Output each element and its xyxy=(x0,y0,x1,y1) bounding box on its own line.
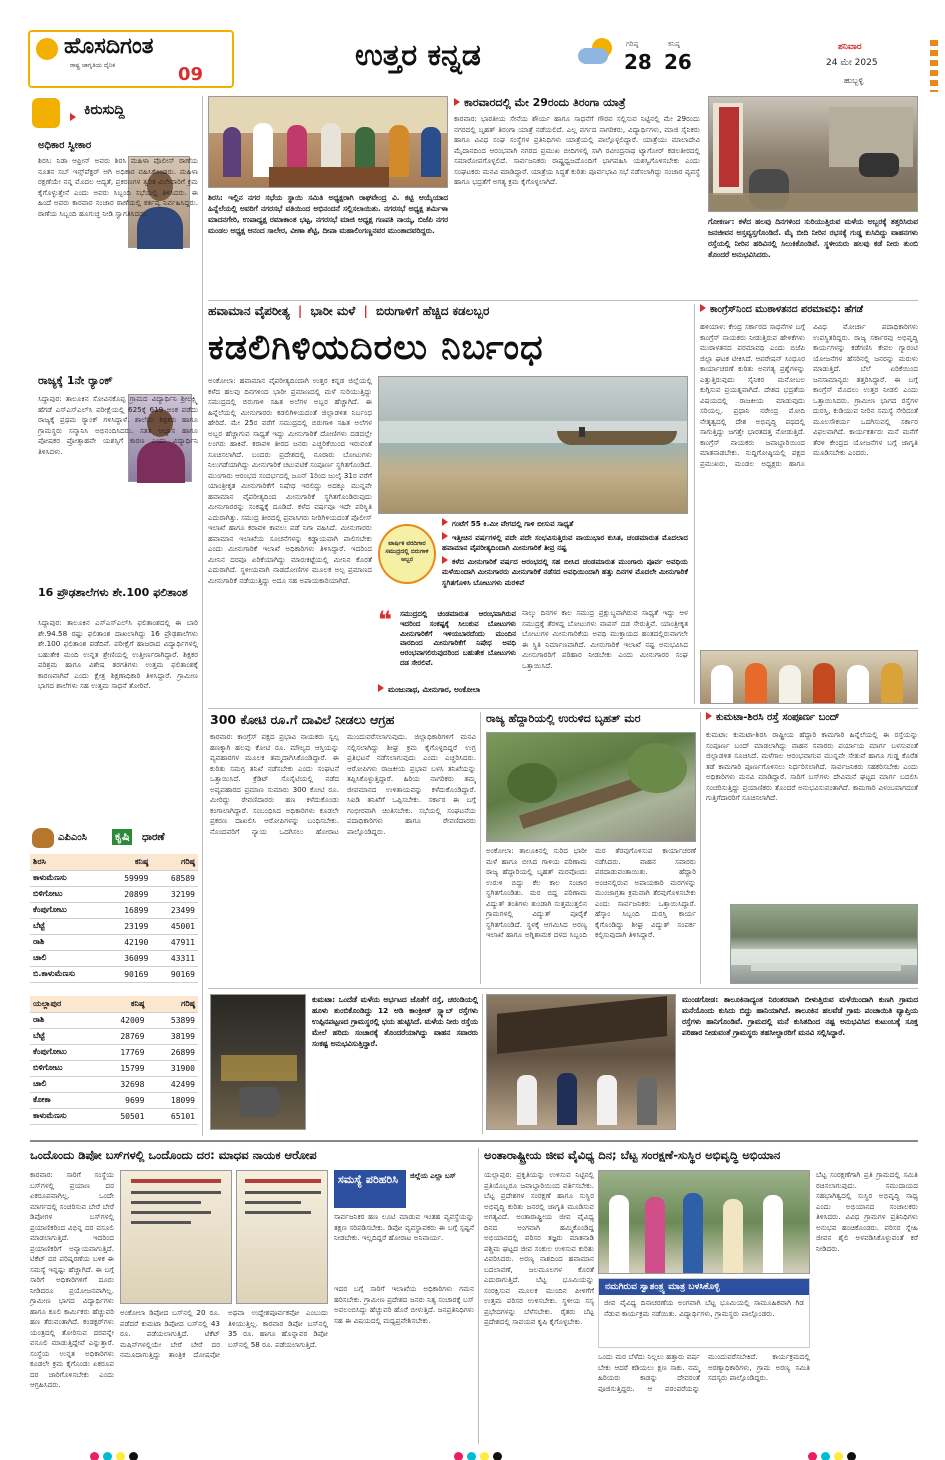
market-title xyxy=(30,826,198,852)
edge-stripe xyxy=(930,40,938,92)
rate-min: 42009 xyxy=(97,1012,148,1028)
rate-row xyxy=(30,1044,198,1060)
briefs-column xyxy=(30,96,198,816)
paper-logo xyxy=(28,30,234,88)
masthead xyxy=(0,0,945,92)
rate-min: 15799 xyxy=(97,1060,148,1076)
rate-item: ಬಿ.ಕಾಳುಮೆಣಸು xyxy=(30,966,105,982)
lead-headline: ಕಡಲಿಗಿಳಿಯದಿರಲು ನಿರ್ಬಂಧ xyxy=(208,328,544,368)
sirsi-place: ಶಿರಸಿ xyxy=(30,854,105,870)
box-subtitle: ಜಿಲ್ಲೆಯ ಎಲ್ಲಾ ಬಸ್ xyxy=(410,1172,456,1180)
rate-min: 28769 xyxy=(97,1028,148,1044)
factbox-bullet-2: ಇತ್ತೀಚಿನ ವರ್ಷಗಳಲ್ಲಿ ಪದೇ ಪದೇ ಸಂಭವಿಸುತ್ತಿರುವ ವಾಯುಭಾರ ಕುಸಿತ, ಚಂಡಮಾರುತ ಮೊದಲಾದ ಹವಾಮಾನ ವೈಪರೀತ್ಯದಿಂದಾಗಿ ಮೀನುಗಾರಿಕೆ ತೀವ್ರ ನಷ್ಟ xyxy=(442,532,688,552)
yellapur-col-min: ಕನಿಷ್ಠ xyxy=(97,996,148,1012)
logo-emblem-icon xyxy=(36,38,58,60)
rate-min: 23199 xyxy=(105,918,152,934)
market-rates xyxy=(30,826,198,1126)
quote-attribution xyxy=(378,684,516,695)
yellapur-rates-table xyxy=(30,996,198,1125)
registration-marks-left xyxy=(88,1446,140,1460)
yellapur-place: ಯಲ್ಲಾಪುರ xyxy=(30,996,97,1012)
rate-item: ಬಿಳಿಗೋಟು xyxy=(30,1060,97,1076)
tree-headline: ರಾಜ್ಯ ಹೆದ್ದಾರಿಯಲ್ಲಿ ಉರುಳಿದ ಬೃಹತ್ ಮರ xyxy=(486,712,641,725)
rate-max: 65101 xyxy=(147,1108,198,1124)
lead-kickers: ಹವಾಮಾನ ವೈಪರೀತ್ಯ | ಭಾರೀ ಮಳೆ | ಬಿರುಗಾಳಿಗೆ ಹೆಚ್ಚಿದ ಕಡಲಬ್ಬರ xyxy=(208,304,490,318)
rate-min: 17769 xyxy=(97,1044,148,1060)
market-title-hl: ಕೃಷಿ xyxy=(112,829,132,845)
kicker-2: ಭಾರೀ ಮಳೆ xyxy=(310,304,356,318)
bus-headline: ಒಂದೊಂದು ಡಿಪೋ ಬಸ್‌ಗಳಲ್ಲಿ ಒಂದೊಂದು ದರ: ಮಾಧವ ನಾಯಕ ಆರೋಪ xyxy=(30,1148,317,1162)
page-number: 09 xyxy=(178,64,204,85)
mundgod-body: ಮುಂಡಗೋಡ: ತಾಲೂಕಿನಾದ್ಯಂತ ನಿರಂತರವಾಗಿ ಬೀಳುತ್ತಿರುವ ಮಳೆಯಿಂದಾಗಿ ಕುಣಗಿ ಗ್ರಾಮದ ಮನೆಯೊಂದು ಕುಸಿದು ಬಿದ್ದು ಹಾನಿಯಾಗಿದೆ. ತಾಲೂಕಿನ ಹಲವೆಡೆ ಗ್ರಾಮ ಪಂಚಾಯಿತಿ ವ್ಯಾಪ್ತಿಯ ರಸ್ತೆಗಳು ಹಾನಿಗೊಂಡಿವೆ. ಗ್ರಾಮದಲ್ಲಿ ಮನೆ ಕುಸಿತದಿಂದ ನಷ್ಟ ಅನುಭವಿಸಿದ ಕುಟುಂಬಕ್ಕೆ ಸೂಕ್ತ ಪರಿಹಾರ ನೀಡುವಂತೆ ಗ್ರಾಮಸ್ಥರು ತಹಸೀಲ್ದಾರರಿಗೆ ಮನವಿ ಸಲ್ಲಿಸಿದ್ದಾರೆ. xyxy=(682,995,918,1037)
biodiversity-body-2: ಒಂದು ಮರ ಬೆಳೆದು ನಿಲ್ಲಲು ಹತ್ತಾರು ವರ್ಷ ಬೇಕು ಆದರೆ ಕಡಿಯಲು ಕ್ಷಣ ಸಾಕು. ನಮ್ಮ ಹಿರಿಯರು ಕಾಡನ್ನು ದೇವರಂತೆ ಪೂಜಿಸುತ್ತಿದ್ದರು. ಆ ಪರಂಪರೆಯನ್ನು ಮುಂದುವರೆಸಬೇಕಿದೆ. ಕಾರ್ಯಕ್ರಮದಲ್ಲಿ ಅರಣ್ಯಾಧಿಕಾರಿಗಳು, ಗ್ರಾಮ ಅರಣ್ಯ ಸಮಿತಿ ಸದಸ್ಯರು ಪಾಲ್ಗೊಂಡಿದ್ದರು. xyxy=(598,1352,810,1393)
max-temp-label: ಗರಿಷ್ಠ xyxy=(626,40,639,48)
registration-marks-center xyxy=(452,1446,504,1460)
rate-row xyxy=(30,1076,198,1092)
date-label: 24 ಮೇ 2025 xyxy=(826,58,878,68)
biodiversity-quote-box xyxy=(598,1278,810,1348)
rate-item: ಚಾಲಿ xyxy=(30,950,105,966)
briefs-title: ಕಿರುಸುದ್ದಿ xyxy=(84,102,125,118)
bus-body-3: ಇದರ ಬಗ್ಗೆ ಸಾರಿಗೆ ಇಲಾಖೆಯ ಅಧಿಕಾರಿಗಳು ಗಮನ ಹರಿಸಬೇಕು. ಗ್ರಾಮೀಣ ಪ್ರದೇಶದ ಜನರು ನಿತ್ಯ ಸಂಚಾರಕ್ಕೆ ಬಸ್ ಅವಲಂಬಿಸಿದ್ದು ಹೆಚ್ಚುವರಿ ಹೊರೆ ಬೀಳುತ್ತಿದೆ. ಜನಪ್ರತಿನಿಧಿಗಳು ಸಹ ಈ ವಿಷಯದಲ್ಲಿ ಮಧ್ಯಪ್ರವೇಶಿಸಬೇಕು. xyxy=(334,1284,474,1325)
sirsi-col-min: ಕನಿಷ್ಠ xyxy=(105,854,152,870)
min-temp-label: ಕನಿಷ್ಠ xyxy=(668,40,680,48)
congress-headline-text: ಕಾಂಗ್ರೆಸ್‌ನಿಂದ ಮುಠಾಳತನದ ಪರಮಾವಧಿ: ಹೆಗಡೆ xyxy=(710,304,864,315)
crore-body: ಕಾರವಾರ: ಕಾಂಗ್ರೆಸ್ ಪಕ್ಷದ ಪ್ರಭಾವಿ ನಾಯಕರು ಸ್ವಲ್ಪ ಹಣಕ್ಕಾಗಿ ಹಲವು ಕೋಟಿ ರೂ. ಮೌಲ್ಯದ ಆಸ್ತಿಯನ್ನು ವ್ಯವಹಾರಗಳ ಮೂಲಕ ತಮ್ಮದಾಗಿಸಿಕೊಂಡಿದ್ದಾರೆ. ಈ ಕುರಿತು ಸಮಗ್ರ ತನಿಖೆ ನಡೆಸಬೇಕು ಎಂದು ಸಂಘಟನೆ ಒತ್ತಾಯಿಸಿದೆ. ಕ್ರೆಡಿಟ್ ಸೊಸೈಟಿಯಲ್ಲಿ ನಡೆದ ಅವ್ಯವಹಾರದ ಪ್ರಮಾಣ ಸುಮಾರು 300 ಕೋಟಿ ರೂ. ಮೀರಿದ್ದು ಠೇವಣಿದಾರರು ಹಣ ಕಳೆದುಕೊಂಡು ಕಂಗಾಲಾಗಿದ್ದಾರೆ. ಸಂಬಂಧಿಸಿದ ಅಧಿಕಾರಿಗಳು ಕೂಡಲೇ ಪ್ರಕರಣ ದಾಖಲಿಸಿ ಆರೋಪಿಗಳನ್ನು ಬಂಧಿಸಬೇಕು. ನೊಂದವರಿಗೆ ನ್ಯಾಯ ಒದಗಿಸಲು ಹೋರಾಟ ಮುಂದುವರೆಸಲಾಗುವುದು. ಜಿಲ್ಲಾಧಿಕಾರಿಗಳಿಗೆ ಮನವಿ ಸಲ್ಲಿಸಲಾಗಿದ್ದು ಶೀಘ್ರ ಕ್ರಮ ಕೈಗೊಳ್ಳದಿದ್ದರೆ ಉಗ್ರ ಪ್ರತಿಭಟನೆ ನಡೆಸಲಾಗುವುದು ಎಂದು ಎಚ್ಚರಿಸಿದರು. ಆರೋಪಿಗಳು ರಾಜಕೀಯ ಪ್ರಭಾವ ಬಳಸಿ ತನಿಖೆಯನ್ನು ತಪ್ಪಿಸಿಕೊಳ್ಳುತ್ತಿದ್ದಾರೆ. ಹಿರಿಯ ನಾಗರಿಕರು ತಮ್ಮ ಜೀವಮಾನದ ಉಳಿತಾಯವನ್ನು ಕಳೆದುಕೊಂಡಿದ್ದಾರೆ. ಸಿಐಡಿ ತನಿಖೆಗೆ ಒಪ್ಪಿಸಬೇಕು. ಸರ್ಕಾರ ಈ ಬಗ್ಗೆ ಗಂಭೀರವಾಗಿ ಚಿಂತಿಸಬೇಕು. ಸಭೆಯಲ್ಲಿ ಸಂಘಟನೆಯ ಪದಾಧಿಕಾರಿಗಳು ಹಾಗೂ ಠೇವಣಿದಾರರು ಪಾಲ್ಗೊಂಡಿದ್ದರು. xyxy=(210,732,476,836)
factbox-badge xyxy=(378,524,436,584)
flood-street-photo xyxy=(708,96,918,212)
biodiversity-body: ಯಲ್ಲಾಪುರ: ಪ್ರಕೃತಿಯನ್ನು ಉಳಿಸುವ ನಿಟ್ಟಿನಲ್ಲಿ ಪ್ರತಿಯೊಬ್ಬರೂ ಜವಾಬ್ದಾರಿಯಿಂದ ವರ್ತಿಸಬೇಕು. ಬೆಟ್ಟ ಪ್ರದೇಶಗಳ ಸಂರಕ್ಷಣೆ ಹಾಗೂ ಸುಸ್ಥಿರ ಅಭಿವೃದ್ಧಿ ಕುರಿತು ಜನರಲ್ಲಿ ಜಾಗೃತಿ ಮೂಡಿಸುವ ಅಗತ್ಯವಿದೆ. ಅಂತಾರಾಷ್ಟ್ರೀಯ ಜೀವ ವೈವಿಧ್ಯ ದಿನದ ಅಂಗವಾಗಿ ಹಮ್ಮಿಕೊಂಡಿದ್ದ ಅಭಿಯಾನದಲ್ಲಿ ಪರಿಸರ ತಜ್ಞರು ಮಾತನಾಡಿ ಪಶ್ಚಿಮ ಘಟ್ಟದ ಜೀವ ಸಂಕುಲ ಉಳಿಸುವ ಕುರಿತು ವಿವರಿಸಿದರು. ಅರಣ್ಯ ನಾಶದಿಂದ ಹವಾಮಾನ ಬದಲಾವಣೆ, ಜಲಮೂಲಗಳ ಕೊರತೆ ಎದುರಾಗುತ್ತಿದೆ. ಬೆಟ್ಟ ಭೂಮಿಯನ್ನು ಸಂರಕ್ಷಿಸುವ ಮೂಲಕ ಮುಂದಿನ ಪೀಳಿಗೆಗೆ ಉತ್ತಮ ಪರಿಸರ ಉಳಿಸಬೇಕು. ಸ್ಥಳೀಯ ಸಸ್ಯ ಪ್ರಭೇದಗಳನ್ನು ಬೆಳೆಸಬೇಕು. ರೈತರು ಬೆಟ್ಟ ಪ್ರದೇಶದಲ್ಲಿ ಸಾವಯವ ಕೃಷಿ ಕೈಗೊಳ್ಳಬೇಕು. xyxy=(484,1170,594,1326)
rate-min: 50501 xyxy=(97,1108,148,1124)
brief-3-headline: 16 ಪ್ರೌಢಶಾಲೆಗಳು ಶೇ.100 ಫಲಿತಾಂಶ xyxy=(38,586,188,599)
lead-factbox xyxy=(378,518,688,604)
paper-tagline: ರಾಷ್ಟ್ರ ಜಾಗೃತಿಯ ದೈನಿಕ xyxy=(70,62,116,69)
meeting-photo xyxy=(208,96,448,188)
kumta-night-road-photo xyxy=(210,994,306,1130)
rate-item: ಕಾಳುಮೆಣಸು xyxy=(30,870,105,886)
rate-max: 18099 xyxy=(147,1092,198,1108)
bus-problem-box xyxy=(334,1170,474,1280)
factbox-badge-text: ವಾರ್ಷಿಕ ವರದಿಗಾರ ಸಮುದ್ರದಲ್ಲಿ ಬಿರುಗಾಳಿ ಅಬ್ಬರ xyxy=(385,540,429,563)
collapsed-house-photo xyxy=(486,994,676,1130)
quote-attribution-text: ಮಂಜುನಾಥ, ಮೀನುಗಾರ, ಅಂಕೋಲಾ xyxy=(388,685,481,694)
factbox-bullet-3: ಕಳೆದ ಮೀನುಗಾರಿಕೆ ವರ್ಷದ ಆರಂಭದಲ್ಲಿ ಸಹ ಬೀಸಿದ ಚಂಡಮಾರುತ ಮುಂಗಾರು ಪೂರ್ವ ಅವಧಿಯ ಮಳೆಯಿಂದಾಗಿ ಮೀನುಗಾರರು ಮೀನುಗಾರಿಕೆ ನಡೆಸದ ಅವಧಿಯಿಂದಾಗಿ ಹತ್ತು ದಿನಗಳ ಮೊದಲೇ ಮೀನುಗಾರಿಕೆ ಸ್ಥಗಿತಗೊಳಿಸಿ ಬೋಟುಗಳು ಮರಳಿವೆ xyxy=(442,556,688,587)
rate-item: ಕೆಂಪುಗೋಟು xyxy=(30,902,105,918)
rate-row xyxy=(30,902,198,918)
sirsi-col-max: ಗರಿಷ್ಠ xyxy=(151,854,198,870)
lead-body-2: ನಾಲ್ಕು ದಿನಗಳ ಕಾಲ ಸಮುದ್ರ ಪ್ರಕ್ಷುಬ್ಧವಾಗಿರುವ ಸಾಧ್ಯತೆ ಇದ್ದು ಆಳ ಸಮುದ್ರಕ್ಕೆ ತೆರಳಿದ್ದ ಬೋಟುಗಳು ವಾಪಸ್ ದಡ ಸೇರುತ್ತಿವೆ. ಯಾಂತ್ರೀಕೃತ ಬೋಟುಗಳ ಮೀನುಗಾರಿಕೆಯ ಅವಧಿ ಮುಕ್ತಾಯದ ಹಂತದಲ್ಲಿರುವಾಗಲೇ ಈ ಸ್ಥಿತಿ ನಿರ್ಮಾಣವಾಗಿದೆ. ಮೀನುಗಾರಿಕೆ ಇಲಾಖೆ ನಷ್ಟ ಅನುಭವಿಸಿದ ಮೀನುಗಾರರಿಗೆ ಪರಿಹಾರ ನೀಡಬೇಕು ಎಂದು ಮೀನುಗಾರರ ಸಂಘ ಒತ್ತಾಯಿಸಿದೆ. xyxy=(522,608,688,670)
yellapur-col-max: ಗರಿಷ್ಠ xyxy=(147,996,198,1012)
min-temp: 26 xyxy=(664,50,692,74)
brief-2-body: ಸಿದ್ದಾಪುರ: ತಾಲೂಕಿನ ಸೋವಿನಕೊಪ್ಪ ಗ್ರಾಮದ ವಿದ್ಯಾರ್ಥಿನಿ ಶ್ರೀಲಕ್ಷ್ಮಿ ಹೆಗಡೆ ಎಸ್‌ಎಸ್‌ಎಲ್‌ಸಿ ಪರೀಕ್ಷೆಯಲ್ಲಿ 625ಕ್ಕೆ 619 ಅಂಕ ಪಡೆದು ರಾಜ್ಯಕ್ಕೆ ಪ್ರಥಮ ರ‍್ಯಾಂಕ್ ಗಳಿಸಿದ್ದಾಳೆ. ಶಾಲೆಯ ಶಿಕ್ಷಕರು ಹಾಗೂ ಗ್ರಾಮಸ್ಥರು ಸನ್ಮಾನಿಸಿ ಅಭಿನಂದಿಸಿದರು. ಸತತ ಅಭ್ಯಾಸ ಹಾಗೂ ಪೋಷಕರ ಪ್ರೋತ್ಸಾಹವೇ ಯಶಸ್ಸಿಗೆ ಕಾರಣ ಎಂದು ವಿದ್ಯಾರ್ಥಿನಿ ತಿಳಿಸಿದಳು. xyxy=(38,394,198,456)
day-label: ಶನಿವಾರ xyxy=(838,42,862,52)
column-divider xyxy=(202,96,203,1136)
rate-item: ರಾಶಿ xyxy=(30,1012,97,1028)
flood-caption: ಗೋಕರ್ಣ: ಕಳೆದ ಹಲವು ದಿನಗಳಿಂದ ಸುರಿಯುತ್ತಿರುವ ಮಳೆಯ ಅಬ್ಬರಕ್ಕೆ ತತ್ತರಿಸಿರುವ ಜನಜೀವನ ಅಸ್ತವ್ಯಸ್ತಗೊಂಡಿದೆ. ಮೈ ಬೀದಿ ನೀರಿನ ರಭಸಕ್ಕೆ ಗುಡ್ಡ ಕುಸಿದಿದ್ದು ವಾಹನಗಳು ರಸ್ತೆಯಲ್ಲಿ ನೀರಿನ ಹರಿವಿನಲ್ಲಿ ಸಿಲುಕಿಕೊಂಡಿವೆ. ಸ್ಥಳೀಯರು ಹಲವು ಕಡೆ ನೀರು ತುಂಬಿ ತೊಂದರೆ ಅನುಭವಿಸಿದರು. xyxy=(708,217,918,259)
lead-quote-box xyxy=(378,608,516,710)
rate-item: ಕೋಕಾ xyxy=(30,1092,97,1108)
road-headline xyxy=(706,712,918,723)
rate-min: 9699 xyxy=(97,1092,148,1108)
rate-min: 32698 xyxy=(97,1076,148,1092)
kumta-body: ಕುಮಟಾ: ಒಂದೆಡೆ ಮಳೆಯ ಅರ್ಭಟದ ಜೊತೆಗೆ ರಸ್ತೆ, ಚರಂಡಿಯಲ್ಲಿ ಹೂಳು ತುಂಬಿಕೊಂಡಿದ್ದು 12 ಅಡಿ ಕಾಂಕ್ರೀಟ್ ಸ್ಲ್ಯಾಬ್ ರಸ್ತೆಗಳು ಉಪ್ಪಿನಪಟ್ಟಣದ ಗ್ರಾಮಸ್ಥರಲ್ಲಿ ಭಯ ಹುಟ್ಟಿಸಿದೆ. ಮಳೆಯ ನೀರು ರಸ್ತೆಯ ಮೇಲೆ ಹರಿದು ಸಂಚಾರಕ್ಕೆ ತೊಂದರೆಯಾಗಿದ್ದು ವಾಹನ ಸವಾರರು ಸಂಕಷ್ಟ ಅನುಭವಿಸುತ್ತಿದ್ದಾರೆ. xyxy=(312,995,478,1048)
meeting-caption: ಶಿರಸಿ: ಇಲ್ಲಿನ ನಗರ ಸಭೆಯ ಸ್ಥಾಯಿ ಸಮಿತಿ ಅಧ್ಯಕ್ಷರಾಗಿ ರಾಘವೇಂದ್ರ ವಿ. ಕಟ್ಟಿ ಆಯ್ಕೆಯಾದ ಹಿನ್ನೆಲೆಯಲ್ಲಿ ಅವರಿಗೆ ನಗರಸಭೆ ವತಿಯಿಂದ ಅಭಿನಂದನೆ ಸಲ್ಲಿಸಲಾಯಿತು. ನಗರಸಭೆ ಅಧ್ಯಕ್ಷ ಶರ್ಮಿಳಾ ಮಾದನಗೇರಿ, ಉಪಾಧ್ಯಕ್ಷ ರಮಾಕಾಂತ ಭಟ್ಟ, ನಗರಸಭೆ ಮಾಜಿ ಅಧ್ಯಕ್ಷ ಗಣಪತಿ ನಾಯ್ಕ, ಬಿಜೆಪಿ ನಗರ ಮಂಡಲ ಅಧ್ಯಕ್ಷ ಆನಂದ ಸಾಲೇರ, ವೀಣಾ ಶೆಟ್ಟಿ, ದೀಪಾ ಮಹಾಲಿಂಗಣ್ಣನವರ ಮುಂತಾದವರಿದ್ದರು. xyxy=(208,193,448,235)
rate-max: 31900 xyxy=(147,1060,198,1076)
rate-item: ಬೆಟ್ಟೆ xyxy=(30,918,105,934)
rate-max: 90169 xyxy=(151,966,198,982)
paper-name: ಹೊಸದಿಗಂತ xyxy=(64,34,154,59)
rate-item: ಬಿಳಿಗೋಟು xyxy=(30,886,105,902)
rate-max: 42499 xyxy=(147,1076,198,1092)
biodiversity-headline: ಅಂತಾರಾಷ್ಟ್ರೀಯ ಜೀವ ವೈವಿಧ್ಯ ದಿನ; ಬೆಟ್ಟ ಸಂರಕ್ಷಣೆ-ಸುಸ್ಥಿರ ಅಭಿವೃದ್ಧಿ ಅಭಿಯಾನ xyxy=(484,1148,781,1162)
tiranga-headline xyxy=(454,96,700,110)
brief-2-headline: ರಾಜ್ಯಕ್ಕೆ 1ನೇ ರ‍್ಯಾಂಕ್ xyxy=(38,374,113,387)
rate-min: 42190 xyxy=(105,934,152,950)
weather-icon xyxy=(578,36,616,68)
rate-min: 16899 xyxy=(105,902,152,918)
factbox-bullet-1: ಗಂಟೆಗೆ 55 ಕಿ.ಮೀ ವೇಗದಲ್ಲಿ ಗಾಳಿ ಬೀಸುವ ಸಾಧ್ಯತೆ xyxy=(442,518,688,530)
briefs-header xyxy=(30,96,198,130)
rate-min: 59999 xyxy=(105,870,152,886)
rate-max: 47911 xyxy=(151,934,198,950)
quote-banner-body: ಜೀವ ವೈವಿಧ್ಯ ದಿನಾಚರಣೆಯ ಅಂಗವಾಗಿ ಬೆಟ್ಟ ಭೂಮಿಯಲ್ಲಿ ಸಾಮೂಹಿಕವಾಗಿ ಗಿಡ ನೆಡುವ ಕಾರ್ಯಕ್ರಮ ನಡೆಯಿತು. ವಿದ್ಯಾರ್ಥಿಗಳು, ಗ್ರಾಮಸ್ಥರು ಪಾಲ್ಗೊಂಡರು. xyxy=(604,1298,804,1318)
bus-body-2: ಅಂಕೋಲಾ ಡಿಪೋದ ಬಸ್‌ನಲ್ಲಿ 20 ರೂ. ಪಡೆದರೆ ಕುಮಟಾ ಡಿಪೋದ ಬಸ್‌ನಲ್ಲಿ 43 ರೂ. ಪಡೆಯಲಾಗುತ್ತಿದೆ. ಟಿಕೆಟ್ ಮಷಿನ್‌ಗಳಲ್ಲಿಯೇ ಬೇರೆ ಬೇರೆ ದರ ನಮೂದಾಗುತ್ತಿದ್ದು ತಾಂತ್ರಿಕ ದೋಷವೋ ಅಥವಾ ಉದ್ದೇಶಪೂರ್ವಕವೋ ಎಂಬುದು ತಿಳಿಯುತ್ತಿಲ್ಲ. ಕಾರವಾರ ಡಿಪೋ ಬಸ್‌ನಲ್ಲಿ 35 ರೂ. ಹಾಗೂ ಹೊನ್ನಾವರ ಡಿಪೋ ಬಸ್‌ನಲ್ಲಿ 58 ರೂ. ಪಡೆಯಲಾಗುತ್ತಿದೆ. xyxy=(120,1308,328,1359)
rate-item: ಚಾಲಿ xyxy=(30,1076,97,1092)
sapling-event-photo xyxy=(598,1170,810,1274)
rate-row xyxy=(30,1028,198,1044)
rate-max: 45001 xyxy=(151,918,198,934)
rate-max: 32199 xyxy=(151,886,198,902)
rate-row xyxy=(30,1108,198,1124)
city-label: ಹುಬ್ಬಳ್ಳಿ xyxy=(844,76,864,85)
rate-item: ಕಾಳುಮೆಣಸು xyxy=(30,1108,97,1124)
market-title-post: ಧಾರಣೆ xyxy=(142,832,165,843)
congress-photo xyxy=(700,650,918,704)
box-body: ಸಾರ್ವಜನಿಕರ ಹಣ ಲೂಟಿ ಮಾಡುವ ಇಂತಹ ವ್ಯವಸ್ಥೆಯನ್ನು ತಕ್ಷಣ ಸರಿಪಡಿಸಬೇಕು. ಡಿಪೋ ವ್ಯವಸ್ಥಾಪಕರು ಈ ಬಗ್ಗೆ ಸ್ಪಷ್ಟನೆ ನೀಡಬೇಕು. ಇಲ್ಲದಿದ್ದರೆ ಹೋರಾಟ ಅನಿವಾರ್ಯ. xyxy=(334,1212,474,1242)
rate-item: ಕೆಂಪುಗೋಟು xyxy=(30,1044,97,1060)
rate-max: 38199 xyxy=(147,1028,198,1044)
quote-banner: ನಮಗಿರುವ ಸ್ವಾತಂತ್ರ್ಯ ಮಾತ್ರ ಬಳಸಿಕೊಳ್ಳಿ xyxy=(599,1279,809,1295)
rate-row xyxy=(30,918,198,934)
tiranga-headline-text: ಕಾರವಾರದಲ್ಲಿ ಮೇ 29ರಂದು ತಿರಂಗಾ ಯಾತ್ರೆ xyxy=(464,96,626,109)
bus-ticket-photo-1 xyxy=(120,1170,232,1304)
rate-max: 26899 xyxy=(147,1044,198,1060)
biodiversity-body-3: ಬೆಟ್ಟ ಸಂರಕ್ಷಣೆಗಾಗಿ ಪ್ರತಿ ಗ್ರಾಮದಲ್ಲಿ ಸಮಿತಿ ರಚಿಸಲಾಗುವುದು. ಸಮುದಾಯದ ಸಹಭಾಗಿತ್ವದಲ್ಲಿ ಸುಸ್ಥಿರ ಅಭಿವೃದ್ಧಿ ಸಾಧ್ಯ ಎಂದು ಅಭಿಯಾನದ ಸಂಚಾಲಕರು ತಿಳಿಸಿದರು. ವಿವಿಧ ಗ್ರಾಮಗಳ ಪ್ರತಿನಿಧಿಗಳು ಅನುಭವ ಹಂಚಿಕೊಂಡರು. ಪರಿಸರ ಸ್ನೇಹಿ ಜೀವನ ಶೈಲಿ ಅಳವಡಿಸಿಕೊಳ್ಳುವಂತೆ ಕರೆ ನೀಡಿದರು. xyxy=(816,1170,918,1253)
fallen-tree-photo xyxy=(486,732,696,842)
rate-row xyxy=(30,1092,198,1108)
rate-item: ಬೆಟ್ಟೆ xyxy=(30,1028,97,1044)
sirsi-rates-table xyxy=(30,854,198,983)
sea-shore-photo xyxy=(378,376,688,514)
congress-body: ಹಳಿಯಾಳ: ಕೇಂದ್ರ ಸರ್ಕಾರದ ಸಾಧನೆಗಳ ಬಗ್ಗೆ ಕಾಂಗ್ರೆಸ್ ನಾಯಕರು ನೀಡುತ್ತಿರುವ ಹೇಳಿಕೆಗಳು ಮುಠಾಳತನದ ಪರಮಾವಧಿ ಎಂದು ಬಿಜೆಪಿ ಜಿಲ್ಲಾ ಘಟಕ ಟೀಕಿಸಿದೆ. ಆಪರೇಷನ್ ಸಿಂಧೂರ ಕಾರ್ಯಾಚರಣೆ ಕುರಿತು ಅನಗತ್ಯ ಪ್ರಶ್ನೆಗಳನ್ನು ಎತ್ತುತ್ತಿರುವುದು ಸೈನಿಕರ ಮನೋಬಲ ಕುಗ್ಗಿಸುವ ಪ್ರಯತ್ನವಾಗಿದೆ. ದೇಶದ ಭದ್ರತೆಯ ವಿಷಯದಲ್ಲಿ ರಾಜಕೀಯ ಮಾಡುವುದು ಸರಿಯಲ್ಲ. ಪ್ರಧಾನಿ ನರೇಂದ್ರ ಮೋದಿ ನೇತೃತ್ವದಲ್ಲಿ ದೇಶ ಅಭಿವೃದ್ಧಿ ಪಥದಲ್ಲಿ ಸಾಗುತ್ತಿದ್ದು ಜಗತ್ತೇ ಭಾರತದತ್ತ ನೋಡುತ್ತಿದೆ. ಕಾಂಗ್ರೆಸ್ ನಾಯಕರು ಜವಾಬ್ದಾರಿಯಿಂದ ಮಾತನಾಡಬೇಕು. ಸುದ್ದಿಗೋಷ್ಠಿಯಲ್ಲಿ ಪಕ್ಷದ ಪ್ರಮುಖರು, ಮಂಡಲ ಅಧ್ಯಕ್ಷರು ಹಾಗೂ ವಿವಿಧ ಮೋರ್ಚಾ ಪದಾಧಿಕಾರಿಗಳು ಉಪಸ್ಥಿತರಿದ್ದರು. ರಾಜ್ಯ ಸರ್ಕಾರವು ಅಭಿವೃದ್ಧಿ ಕಾರ್ಯಗಳನ್ನು ಕಡೆಗಣಿಸಿ ಕೇವಲ ಗ್ಯಾರಂಟಿ ಯೋಜನೆಗಳ ಹೆಸರಿನಲ್ಲಿ ಜನರನ್ನು ಮರುಳು ಮಾಡುತ್ತಿದೆ. ಬೆಲೆ ಏರಿಕೆಯಿಂದ ಜನಸಾಮಾನ್ಯರು ತತ್ತರಿಸಿದ್ದಾರೆ. ಈ ಬಗ್ಗೆ ಕಾಂಗ್ರೆಸ್ ಮೊದಲು ಉತ್ತರ ನೀಡಲಿ ಎಂದು ಒತ್ತಾಯಿಸಿದರು. ಗ್ರಾಮೀಣ ಭಾಗದ ರಸ್ತೆಗಳ ದುರಸ್ತಿ, ಕುಡಿಯುವ ನೀರಿನ ಸಮಸ್ಯೆ ಸೇರಿದಂತೆ ಮೂಲಸೌಕರ್ಯ ಒದಗಿಸುವಲ್ಲಿ ಸರ್ಕಾರ ವಿಫಲವಾಗಿದೆ. ಕಾರ್ಯಕರ್ತರು ಮನೆ ಮನೆಗೆ ತೆರಳಿ ಕೇಂದ್ರದ ಯೋಜನೆಗಳ ಬಗ್ಗೆ ಜಾಗೃತಿ ಮೂಡಿಸಬೇಕು ಎಂದರು. xyxy=(700,322,918,468)
tiranga-body: ಕಾರವಾರ: ಭಾರತೀಯ ಸೇನೆಯ ಶೌರ್ಯ ಹಾಗೂ ಸಾಧನೆಗೆ ಗೌರವ ಸಲ್ಲಿಸುವ ನಿಟ್ಟಿನಲ್ಲಿ ಮೇ 29ರಂದು ನಗರದಲ್ಲಿ ಬೃಹತ್ ತಿರಂಗಾ ಯಾತ್ರೆ ನಡೆಯಲಿದೆ. ಎಲ್ಲ ವರ್ಗದ ನಾಗರಿಕರು, ವಿದ್ಯಾರ್ಥಿಗಳು, ಮಾಜಿ ಸೈನಿಕರು ಹಾಗೂ ವಿವಿಧ ಸಂಘ ಸಂಸ್ಥೆಗಳ ಪ್ರತಿನಿಧಿಗಳು ಯಾತ್ರೆಯಲ್ಲಿ ಪಾಲ್ಗೊಳ್ಳಲಿದ್ದಾರೆ. ಯಾತ್ರೆಯು ಮಾಲಾದೇವಿ ಮೈದಾನದಿಂದ ಆರಂಭವಾಗಿ ನಗರದ ಪ್ರಮುಖ ಬೀದಿಗಳಲ್ಲಿ ಸಾಗಿ ರವೀಂದ್ರನಾಥ ಟ್ಯಾಗೋರ್ ಕಡಲತೀರದಲ್ಲಿ ಸಮಾರೋಪಗೊಳ್ಳಲಿದೆ. ಸಾರ್ವಜನಿಕರು ರಾಷ್ಟ್ರಧ್ವಜದೊಂದಿಗೆ ಭಾಗವಹಿಸಿ ಯಶಸ್ವಿಗೊಳಿಸಬೇಕು ಎಂದು ಸಂಘಟಕರು ಮನವಿ ಮಾಡಿದ್ದಾರೆ. ಯಾತ್ರೆಯ ಸಿದ್ಧತೆ ಕುರಿತು ಪೂರ್ವಭಾವಿ ಸಭೆ ನಡೆಸಲಾಗಿದ್ದು ಸಂಚಾರ ವ್ಯವಸ್ಥೆ ಹಾಗೂ ಭದ್ರತೆಗೆ ಅಗತ್ಯ ಕ್ರಮ ಕೈಗೊಳ್ಳಲಾಗಿದೆ. xyxy=(454,114,700,186)
brief-1-headline: ಅಧಿಕಾರ ಸ್ವೀಕಾರ xyxy=(38,140,92,151)
rate-row xyxy=(30,950,198,966)
crore-headline: 300 ಕೋಟಿ ರೂ.ಗೆ ದಾವಿಲೆ ನೀಡಲು ಆಗ್ರಹ xyxy=(210,712,395,727)
rate-max: 68589 xyxy=(151,870,198,886)
kicker-1: ಹವಾಮಾನ ವೈಪರೀತ್ಯ xyxy=(208,304,290,318)
rate-row xyxy=(30,886,198,902)
road-headline-text: ಕುಮಟಾ-ಶಿರಸಿ ರಸ್ತೆ ಸಂಪೂರ್ಣ ಬಂದ್ xyxy=(716,712,840,723)
brief-3-body: ಸಿದ್ದಾಪುರ: ತಾಲೂಕಿನ ಎಸ್‌ಎಸ್‌ಎಲ್‌ಸಿ ಫಲಿತಾಂಶದಲ್ಲಿ ಈ ಬಾರಿ ಶೇ.94.58 ರಷ್ಟು ಫಲಿತಾಂಶ ದಾಖಲಾಗಿದ್ದು 16 ಪ್ರೌಢಶಾಲೆಗಳು ಶೇ.100 ಫಲಿತಾಂಶ ಪಡೆದಿವೆ. ಪರೀಕ್ಷೆಗೆ ಹಾಜರಾದ ವಿದ್ಯಾರ್ಥಿಗಳಲ್ಲಿ ಬಹುತೇಕ ಮಂದಿ ಉನ್ನತ ಶ್ರೇಣಿಯಲ್ಲಿ ಉತ್ತೀರ್ಣರಾಗಿದ್ದಾರೆ. ಶಿಕ್ಷಕರ ಪರಿಶ್ರಮ ಹಾಗೂ ವಿಶೇಷ ತರಗತಿಗಳು ಉತ್ತಮ ಫಲಿತಾಂಶಕ್ಕೆ ಕಾರಣವಾಗಿವೆ ಎಂದು ಕ್ಷೇತ್ರ ಶಿಕ್ಷಣಾಧಿಕಾರಿ ತಿಳಿಸಿದ್ದಾರೆ. ಗ್ರಾಮೀಣ ಭಾಗದ ಶಾಲೆಗಳು ಸಹ ಉತ್ತಮ ಸಾಧನೆ ತೋರಿವೆ. xyxy=(38,618,198,690)
sack-icon xyxy=(32,828,54,848)
rate-max: 23499 xyxy=(151,902,198,918)
quote-text: ಸಮುದ್ರದಲ್ಲಿ ಚಂಡಮಾರುತ ಆರಂಭವಾಗಿರುವ ಇದರಿಂದ ಸಂಕಷ್ಟಕ್ಕೆ ಸಿಲುಕುವ ಬೋಟುಗಳು ಮೀನುಗಾರಿಕೆಗೆ ಇಳಿಯಬಾರದೆಂದು ಮುಂದಿನ ವಾರದಿಂದ ಮೀನುಗಾರಿಕೆಗೆ ನಿಷೇಧ ಅವಧಿ ಆರಂಭವಾಗಲಿರುವುದರಿಂದ ಬಹುತೇಕ ಬೋಟುಗಳು ದಡ ಸೇರಲಿವೆ. xyxy=(400,610,516,667)
rate-row xyxy=(30,870,198,886)
rate-min: 36099 xyxy=(105,950,152,966)
box-title: ಸಮಸ್ಯೆ ಪರಿಹರಿಸಿ xyxy=(334,1170,406,1208)
bus-ticket-photo-2 xyxy=(236,1170,328,1304)
road-body: ಕುಮಟಾ: ಕುಮಟಾ-ಶಿರಸಿ ರಾಷ್ಟ್ರೀಯ ಹೆದ್ದಾರಿ ಕಾಮಗಾರಿ ಹಿನ್ನೆಲೆಯಲ್ಲಿ ಈ ರಸ್ತೆಯನ್ನು ಸಂಪೂರ್ಣ ಬಂದ್ ಮಾಡಲಾಗಿದ್ದು ವಾಹನ ಸವಾರರು ಪರ್ಯಾಯ ಮಾರ್ಗ ಬಳಸುವಂತೆ ಜಿಲ್ಲಾಡಳಿತ ಸೂಚಿಸಿದೆ. ಮಳೆಗಾಲ ಆರಂಭವಾಗುವ ಮುನ್ನವೇ ಸೇತುವೆ ಹಾಗೂ ಗುಡ್ಡ ಕೊರೆತ ತಡೆ ಕಾಮಗಾರಿ ಪೂರ್ಣಗೊಳಿಸಲು ನಿರ್ಧರಿಸಲಾಗಿದೆ. ಸಾರ್ವಜನಿಕರು ಸಹಕರಿಸಬೇಕು ಎಂದು ಅಧಿಕಾರಿಗಳು ಮನವಿ ಮಾಡಿದ್ದಾರೆ. ಸಾರಿಗೆ ಬಸ್‌ಗಳು ದೇವಿಮನೆ ಘಟ್ಟದ ಮಾರ್ಗ ಬದಲಿಸಿ ಸಂಚರಿಸುತ್ತಿದ್ದು ಪ್ರಯಾಣಿಕರು ತೊಂದರೆ ಅನುಭವಿಸುವಂತಾಗಿದೆ. ಕಾಮಗಾರಿ ವಿಳಂಬವಾಗದಂತೆ ಗುತ್ತಿಗೆದಾರರಿಗೆ ಸೂಚಿಸಲಾಗಿದೆ. xyxy=(706,730,918,802)
rate-row xyxy=(30,966,198,982)
rate-max: 43311 xyxy=(151,950,198,966)
tree-body: ಅಂಕೋಲಾ: ತಾಲೂಕಿನಲ್ಲಿ ಸುರಿದ ಭಾರೀ ಮಳೆ ಹಾಗೂ ಬೀಸಿದ ಗಾಳಿಯ ಪರಿಣಾಮ ರಾಜ್ಯ ಹೆದ್ದಾರಿಯಲ್ಲಿ ಬೃಹತ್ ಮರವೊಂದು ಉರುಳಿ ಬಿದ್ದು ಕೆಲ ಕಾಲ ಸಂಚಾರ ಸ್ಥಗಿತಗೊಂಡಿತು. ಮರ ಬಿದ್ದ ಪರಿಣಾಮ ವಿದ್ಯುತ್ ತಂತಿಗಳು ತುಂಡಾಗಿ ಸುತ್ತಮುತ್ತಲಿನ ಗ್ರಾಮಗಳಲ್ಲಿ ವಿದ್ಯುತ್ ಪೂರೈಕೆ ಸ್ಥಗಿತಗೊಂಡಿದೆ. ಸ್ಥಳಕ್ಕೆ ಆಗಮಿಸಿದ ಅರಣ್ಯ ಇಲಾಖೆ ಹಾಗೂ ಅಗ್ನಿಶಾಮಕ ದಳದ ಸಿಬ್ಬಂದಿ ಮರ ತೆರವುಗೊಳಿಸುವ ಕಾರ್ಯಾಚರಣೆ ನಡೆಸಿದರು. ವಾಹನ ಸವಾರರು ಪರದಾಡುವಂತಾಯಿತು. ಹೆದ್ದಾರಿ ಅಂಚಿನಲ್ಲಿರುವ ಅಪಾಯಕಾರಿ ಮರಗಳನ್ನು ಮುಂಜಾಗ್ರತಾ ಕ್ರಮವಾಗಿ ತೆರವುಗೊಳಿಸಬೇಕು ಎಂದು ಸಾರ್ವಜನಿಕರು ಒತ್ತಾಯಿಸಿದ್ದಾರೆ. ಹೆಸ್ಕಾಂ ಸಿಬ್ಬಂದಿ ದುರಸ್ತಿ ಕಾರ್ಯ ಕೈಗೊಂಡಿದ್ದು ಶೀಘ್ರ ವಿದ್ಯುತ್ ಸಂಪರ್ಕ ಕಲ್ಪಿಸುವುದಾಗಿ ತಿಳಿಸಿದ್ದಾರೆ. xyxy=(486,846,696,939)
lead-body: ಅಂಕೋಲಾ: ಹವಾಮಾನ ವೈಪರೀತ್ಯದಿಂದಾಗಿ ಉತ್ತರ ಕನ್ನಡ ಜಿಲ್ಲೆಯಲ್ಲಿ ಕಳೆದ ಹಲವು ದಿನಗಳಿಂದ ಭಾರೀ ಪ್ರಮಾಣದಲ್ಲಿ ಮಳೆ ಸುರಿಯುತ್ತಿದ್ದು ಸಮುದ್ರದಲ್ಲಿ ಬಿರುಗಾಳಿ ಸಹಿತ ಅಲೆಗಳ ಅಬ್ಬರ ಹೆಚ್ಚಾಗಿದೆ. ಈ ಹಿನ್ನೆಲೆಯಲ್ಲಿ ಮೀನುಗಾರರು ಕಡಲಿಗಿಳಿಯದಂತೆ ಜಿಲ್ಲಾಡಳಿತ ನಿರ್ಬಂಧ ಹೇರಿದೆ. ಮೇ 25ರ ವರೆಗೆ ಸಮುದ್ರದಲ್ಲಿ ಬಿರುಗಾಳಿ ಸಹಿತ ಅಲೆಗಳ ಅಬ್ಬರ ಹೆಚ್ಚಾಗುವ ಸಾಧ್ಯತೆ ಇದ್ದು ಮೀನುಗಾರಿಕೆ ದೋಣಿಗಳು ದಡದಲ್ಲೇ ಲಂಗರು ಹಾಕಿವೆ. ಕರಾವಳಿ ತೀರದ ಜನರು ಎಚ್ಚರಿಕೆಯಿಂದ ಇರುವಂತೆ ಸೂಚಿಸಲಾಗಿದೆ. ಬಂದರು ಪ್ರದೇಶದಲ್ಲಿ ನೂರಾರು ಬೋಟುಗಳು ನಿಲುಗಡೆಯಾಗಿದ್ದು ಮೀನುಗಾರಿಕೆ ಚಟುವಟಿಕೆ ಸಂಪೂರ್ಣ ಸ್ಥಗಿತಗೊಂಡಿದೆ. ಮುಂಗಾರು ಆರಂಭದ ಸಂದರ್ಭದಲ್ಲಿ ಜೂನ್ 1ರಿಂದ ಜುಲೈ 31ರ ವರೆಗೆ ಯಾಂತ್ರೀಕೃತ ಮೀನುಗಾರಿಕೆಗೆ ನಿಷೇಧ ಇರಲಿದ್ದು ಅದಕ್ಕೂ ಮುನ್ನವೇ ಹವಾಮಾನ ವೈಪರೀತ್ಯದಿಂದ ಮೀನುಗಾರಿಕೆ ಸ್ಥಗಿತಗೊಂಡಿರುವುದು ಮೀನುಗಾರರನ್ನು ಸಂಕಷ್ಟಕ್ಕೆ ದೂಡಿದೆ. ಕಳೆದ ವರ್ಷವೂ ಇದೇ ಪರಿಸ್ಥಿತಿ ಎದುರಾಗಿತ್ತು. ಸಮುದ್ರ ತೀರದಲ್ಲಿ ಪ್ರವಾಸಿಗರು ನೀರಿಗಿಳಿಯದಂತೆ ಪೊಲೀಸ್ ಇಲಾಖೆ ಹಾಗೂ ಕರಾವಳಿ ಕಾವಲು ಪಡೆ ನಿಗಾ ವಹಿಸಿದೆ. ಮೀನುಗಾರರು ಹವಾಮಾನ ಇಲಾಖೆಯ ಸೂಚನೆಗಳನ್ನು ಕಡ್ಡಾಯವಾಗಿ ಪಾಲಿಸಬೇಕು ಎಂದು ಮೀನುಗಾರಿಕೆ ಇಲಾಖೆ ಅಧಿಕಾರಿಗಳು ತಿಳಿಸಿದ್ದಾರೆ. ಇದರಿಂದ ಮೀನಿನ ದರವೂ ಏರಿಕೆಯಾಗಿದ್ದು ಮಾರುಕಟ್ಟೆಯಲ್ಲಿ ಮೀನಿನ ಕೊರತೆ ಎದುರಾಗಿದೆ. ಸ್ಥಳೀಯವಾಗಿ ನಾಡದೋಣಿಗಳ ಮೂಲಕ ಅಲ್ಪ ಪ್ರಮಾಣದ ಮೀನುಗಾರಿಕೆ ನಡೆಯುತ್ತಿದ್ದು ಅದೂ ಸಹ ಅಪಾಯಕಾರಿಯಾಗಿದೆ. xyxy=(208,376,372,585)
market-title-pre: ಎಪಿಎಂಸಿ xyxy=(58,832,87,843)
congress-headline xyxy=(700,304,918,315)
rate-row xyxy=(30,934,198,950)
rate-min: 90169 xyxy=(105,966,152,982)
bus-body: ಕಾರವಾರ: ಸಾರಿಗೆ ಸಂಸ್ಥೆಯ ಬಸ್‌ಗಳಲ್ಲಿ ಪ್ರಯಾಣ ದರ ಏಕರೂಪವಾಗಿಲ್ಲ. ಒಂದೇ ಮಾರ್ಗದಲ್ಲಿ ಸಂಚರಿಸುವ ಬೇರೆ ಬೇರೆ ಡಿಪೋಗಳ ಬಸ್‌ಗಳಲ್ಲಿ ಪ್ರಯಾಣಿಕರಿಂದ ವಿಭಿನ್ನ ದರ ವಸೂಲಿ ಮಾಡಲಾಗುತ್ತಿದೆ. ಇದರಿಂದ ಪ್ರಯಾಣಿಕರಿಗೆ ಅನ್ಯಾಯವಾಗುತ್ತಿದೆ. ಟಿಕೆಟ್ ದರ ಪರಿಷ್ಕರಣೆಯ ಬಳಿಕ ಈ ಸಮಸ್ಯೆ ಇನ್ನಷ್ಟು ಹೆಚ್ಚಾಗಿದೆ. ಈ ಬಗ್ಗೆ ಸಾರಿಗೆ ಅಧಿಕಾರಿಗಳಿಗೆ ದೂರು ನೀಡಿದರೂ ಪ್ರಯೋಜನವಾಗಿಲ್ಲ. ಗ್ರಾಮೀಣ ಭಾಗದ ವಿದ್ಯಾರ್ಥಿಗಳು ಹಾಗೂ ಕೂಲಿ ಕಾರ್ಮಿಕರು ಹೆಚ್ಚುವರಿ ಹಣ ತೆರುವಂತಾಗಿದೆ. ಕಂಡಕ್ಟರ್‌ಗಳು ಯಂತ್ರದಲ್ಲಿ ತೋರಿಸುವ ದರವನ್ನೇ ವಸೂಲಿ ಮಾಡುತ್ತಿದ್ದೇವೆ ಎನ್ನುತ್ತಾರೆ. ಸಂಸ್ಥೆಯ ಉನ್ನತ ಅಧಿಕಾರಿಗಳು ಕೂಡಲೇ ಕ್ರಮ ಕೈಗೊಂಡು ಏಕರೂಪ ದರ ಜಾರಿಗೊಳಿಸಬೇಕು ಎಂದು ಆಗ್ರಹಿಸಿದರು. xyxy=(30,1170,114,1389)
rate-min: 20899 xyxy=(105,886,152,902)
rate-max: 53899 xyxy=(147,1012,198,1028)
registration-marks-right xyxy=(806,1446,858,1460)
road-flood-photo xyxy=(730,904,918,984)
hand-icon xyxy=(32,98,60,128)
quote-mark-icon: ❝ xyxy=(378,606,393,634)
edition-title: ಉತ್ತರ ಕನ್ನಡ xyxy=(355,38,481,73)
brief-1-body: ಶಿರಸಿ: ನಿಡಾ ಆಫ್ರೀನ್ ಅವರು ಶಿರಸಿ ಮಹಿಳಾ ಪೊಲೀಸ್ ಠಾಣೆಯ ನೂತನ ಸಬ್ ಇನ್ಸ್‌ಪೆಕ್ಟರ್ ಆಗಿ ಅಧಿಕಾರ ವಹಿಸಿಕೊಂಡರು. ಮಹಿಳಾ ರಕ್ಷಣೆಯೇ ನನ್ನ ಮೊದಲ ಆದ್ಯತೆ, ಪ್ರಕರಣಗಳ ತ್ವರಿತ ವಿಲೇವಾರಿಗೆ ಕ್ರಮ ಕೈಗೊಳ್ಳುತ್ತೇನೆ ಎಂದು ಅವರು ಸಿಬ್ಬಂದಿ ಸಭೆಯಲ್ಲಿ ತಿಳಿಸಿದರು. ಈ ಹಿಂದೆ ಅವರು ಕಾರವಾರ ಸಂಚಾರ ಠಾಣೆಯಲ್ಲಿ ಕರ್ತವ್ಯ ನಿರ್ವಹಿಸಿದ್ದರು. ಠಾಣೆಯ ಸಿಬ್ಬಂದಿ ಹೂಗುಚ್ಛ ನೀಡಿ ಸ್ವಾಗತಿಸಿದರು. xyxy=(38,156,198,218)
kicker-3: ಬಿರುಗಾಳಿಗೆ ಹೆಚ್ಚಿದ ಕಡಲಬ್ಬರ xyxy=(376,304,490,318)
max-temp: 28 xyxy=(624,50,652,74)
rate-item: ರಾಶಿ xyxy=(30,934,105,950)
rate-row xyxy=(30,1012,198,1028)
rate-row xyxy=(30,1060,198,1076)
